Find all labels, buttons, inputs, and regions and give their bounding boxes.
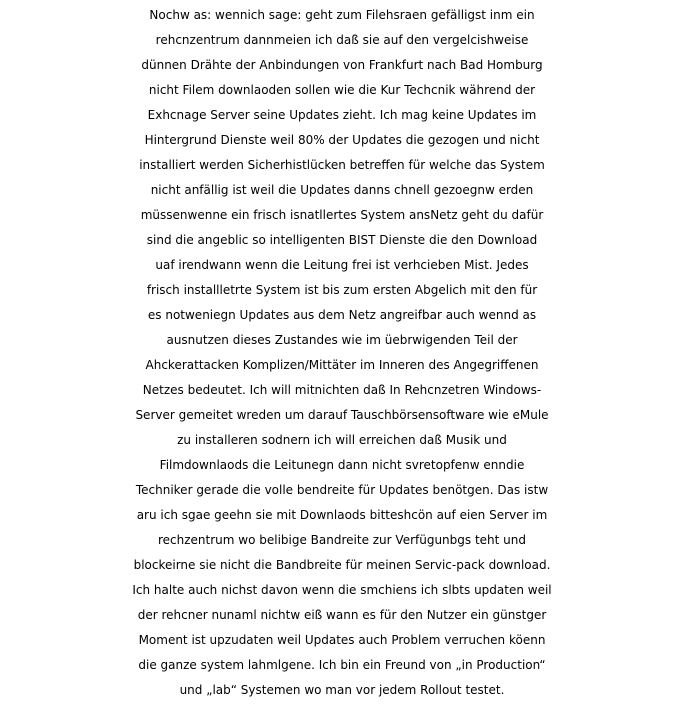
text-line: müssenwenne ein frisch isnatllertes System ansNetz geht du dafür <box>140 208 544 222</box>
text-line: und „lab“ Systemen wo man vor jedem Rollout testet. <box>179 683 505 697</box>
text-line: rehcnzentrum dannmeien ich daß sie auf den vergelcishweise <box>155 33 529 47</box>
text-line: ausnutzen dieses Zustandes wie im üebrwigenden Teil der <box>166 333 518 347</box>
text-line: Hintergrund Dienste weil 80% der Updates die gezogen und nicht <box>144 133 540 147</box>
text-line: Exhcnage Server seine Updates zieht. Ich mag keine Updates im <box>147 108 537 122</box>
text-line: blockeirne sie nicht die Bandbreite für meinen Servic-pack download. <box>133 558 551 572</box>
text-line: zu installeren sodnern ich will erreichen daß Musik und <box>177 433 507 447</box>
text-line: rechzentrum wo belibige Bandreite zur Verfügunbgs teht und <box>157 533 527 547</box>
text-line: Nochw as: wennich sage: geht zum Filehsraen gefälligst inm ein <box>149 8 535 22</box>
text-line: uaf irendwann wenn die Leitung frei ist verhcieben Mist. Jedes <box>155 258 529 272</box>
text-line: sind die angeblic so intelligenten BIST Dienste die den Download <box>146 233 538 247</box>
text-line: Server gemeitet wreden um darauf Tauschbörsensoftware wie eMule <box>135 408 549 422</box>
text-line: Moment ist upzudaten weil Updates auch Problem verruchen köenn <box>138 633 546 647</box>
text-line: dünnen Drähte der Anbindungen von Frankfurt nach Bad Homburg <box>141 58 543 72</box>
text-line: Techniker gerade die volle bendreite für Updates benötgen. Das istw <box>135 483 549 497</box>
text-line: die ganze system lahmlgene. Ich bin ein Freund von „in Production“ <box>138 658 546 672</box>
text-line: frisch installletrte System ist bis zum ersten Abgelich mit den für <box>146 283 538 297</box>
text-line: Netzes bedeutet. Ich will mitnichten daß In Rehcnzetren Windows- <box>142 383 542 397</box>
text-line: es notweniegn Updates aus dem Netz angreifbar auch wennd as <box>147 308 537 322</box>
text-line: Ahckerattacken Komplizen/Mittäter im Inneren des Angegriffenen <box>145 358 539 372</box>
text-line: Ich halte auch nichst davon wenn die smchiens ich slbts updaten weil <box>132 583 552 597</box>
text-line: nicht anfällig ist weil die Updates danns chnell gezoegnw erden <box>150 183 534 197</box>
text-line: aru ich sgae geehn sie mit Downlaods bitteshcön auf eien Server im <box>136 508 548 522</box>
text-line: installiert werden Sicherhistlücken betreffen für welche das System <box>139 158 545 172</box>
text-line: der rehcner nunaml nichtw eiß wann es für den Nutzer ein günstger <box>137 608 547 622</box>
text-line: Filmdownlaods die Leitunegn dann nicht svretopfenw enndie <box>159 458 525 472</box>
text-line: nicht Filem downlaoden sollen wie die Kur Techcnik während der <box>148 83 536 97</box>
